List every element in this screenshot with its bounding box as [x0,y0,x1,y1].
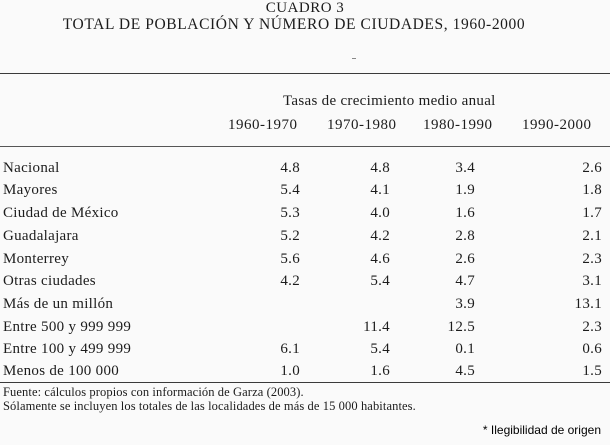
cell-1970-1980: 4.0 [370,205,390,221]
table-row-mayores [0,182,610,204]
cell-1990-2000: 2.1 [582,228,602,244]
cell-1990-2000: 2.3 [582,319,602,335]
cell-1970-1980: 4.2 [370,228,390,244]
row-label: Entre 500 y 999 999 [3,319,132,335]
column-header-1960-1970: 1960-1970 [228,117,298,133]
cell-1980-1990: 1.9 [455,182,475,198]
top-rule [0,73,610,74]
cell-1980-1990: 2.6 [455,251,475,267]
cell-1960-1970: 5.6 [280,251,300,267]
cell-1970-1980: 1.6 [370,363,390,379]
row-label: Monterrey [3,251,70,267]
column-header-1980-1990: 1980-1990 [423,117,493,133]
column-spanner-header: Tasas de crecimiento medio anual [283,93,496,109]
table-row-monterrey [0,251,610,273]
header-rule [0,146,610,147]
cell-1970-1980: 4.1 [370,182,390,198]
cell-1960-1970: 5.2 [280,228,300,244]
table-row-entre-100-y-499999 [0,341,610,363]
table-row-entre-500-y-999999 [0,319,610,341]
row-label: Otras ciudades [3,273,96,289]
cell-1980-1990: 3.4 [455,160,475,176]
cell-1990-2000: 1.7 [582,205,602,221]
cell-1990-2000: 3.1 [582,273,602,289]
cell-1960-1970: 4.2 [280,273,300,289]
row-label: Entre 100 y 499 999 [3,341,132,357]
cell-1990-2000: 1.5 [582,363,602,379]
table-row-otras-ciudades [0,273,610,295]
cell-1980-1990: 4.7 [455,273,475,289]
cell-1990-2000: 13.1 [574,296,602,312]
table-row-nacional [0,160,610,182]
cell-1980-1990: 1.6 [455,205,475,221]
cell-1980-1990: 4.5 [455,363,475,379]
row-label: Más de un millón [3,296,114,312]
cell-1960-1970: 4.8 [280,160,300,176]
table-row-ciudad-de-mexico [0,205,610,227]
source-note: Fuente: cálculos propios con información de Garza (2003). [3,385,304,399]
row-label: Guadalajara [3,228,79,244]
cell-1990-2000: 0.6 [582,341,602,357]
cell-1970-1980: 4.8 [370,160,390,176]
column-header-1970-1980: 1970-1980 [327,117,397,133]
scan-speck [352,58,356,59]
cell-1960-1970: 5.4 [280,182,300,198]
cell-1990-2000: 2.3 [582,251,602,267]
cell-1960-1970: 1.0 [280,363,300,379]
footnote: Sólamente se incluyen los totales de las localidades de más de 15 000 habitantes. [3,399,416,413]
cell-1960-1970: 6.1 [280,341,300,357]
row-label: Mayores [3,182,58,198]
cell-1990-2000: 1.8 [582,182,602,198]
cell-1990-2000: 2.6 [582,160,602,176]
row-label: Ciudad de México [3,205,119,221]
cell-1980-1990: 2.8 [455,228,475,244]
bottom-rule [0,382,610,383]
cell-1980-1990: 3.9 [455,296,475,312]
cell-1980-1990: 12.5 [447,319,475,335]
column-header-1990-2000: 1990-2000 [522,117,592,133]
cell-1970-1980: 5.4 [370,273,390,289]
cell-1960-1970: 5.3 [280,205,300,221]
cell-1970-1980: 4.6 [370,251,390,267]
cell-1980-1990: 0.1 [455,341,475,357]
table-title: TOTAL DE POBLACIÓN Y NÚMERO DE CIUDADES, 1960-2000 [62,16,526,33]
row-label: Menos de 100 000 [3,363,120,379]
row-label: Nacional [3,160,60,176]
table-row-mas-de-un-millon [0,296,610,318]
table-number: CUADRO 3 [265,0,345,16]
legibility-caption: * Ilegibilidad de origen [482,423,601,437]
cell-1970-1980: 5.4 [370,341,390,357]
table-row-guadalajara [0,228,610,250]
cell-1970-1980: 11.4 [363,319,390,335]
